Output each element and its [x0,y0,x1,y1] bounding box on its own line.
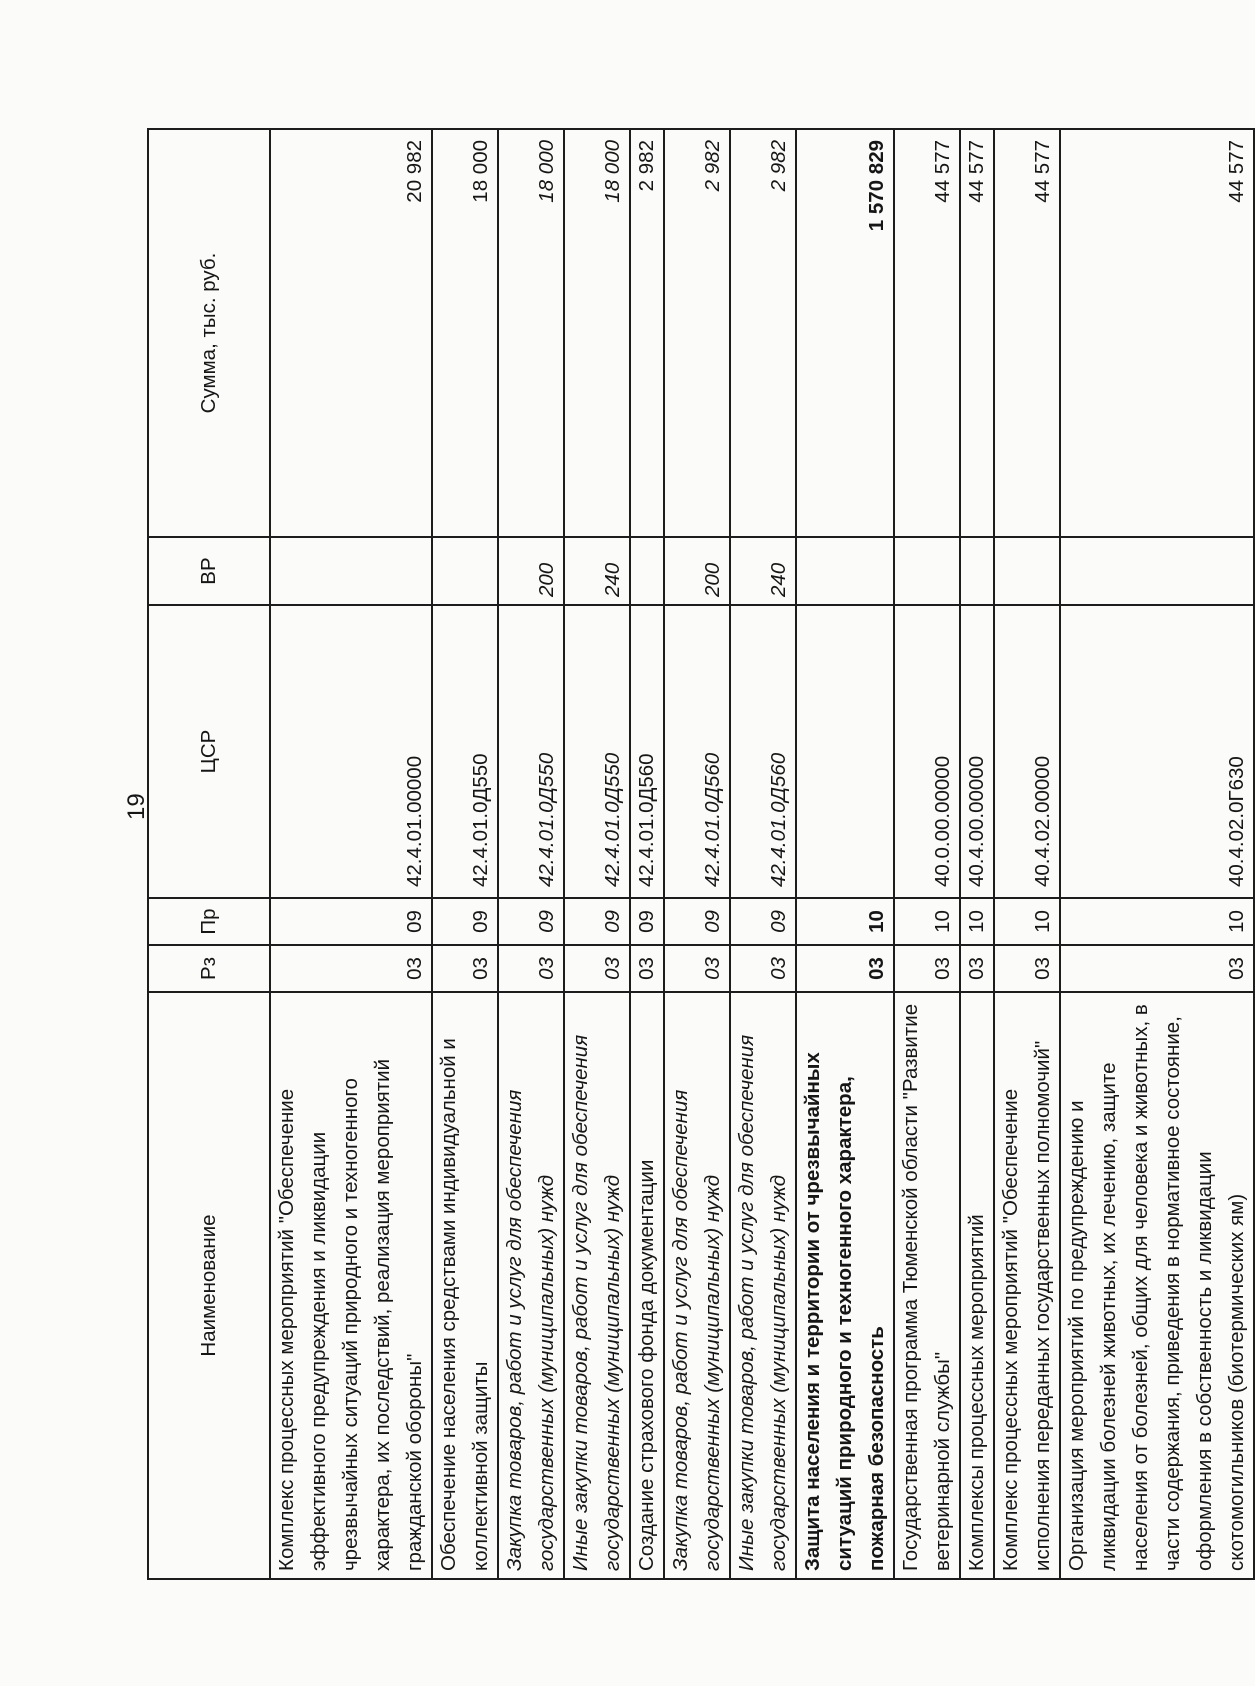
cell-name: Создание страхового фонда документации [630,992,664,1579]
cell-name: Организация мероприятий по предупреждению и ликвидации болезней животных, их лечению, защите населения от болезней, общих для человека и животных, в части содержания, приведения в нормативное состояние, оформления в собственность и ликвидации скотомогильников (биотермических ям) [1060,992,1254,1579]
table-row [270,129,432,1579]
cell-csr: 40.4.02.0Г630 [1060,605,1254,898]
cell-csr: 40.0.00.00000 [894,605,960,898]
cell-pr: 09 [498,898,564,945]
header-name: Наименование [148,992,270,1579]
cell-csr: 42.4.01.0Д560 [730,605,796,898]
cell-pr: 09 [730,898,796,945]
cell-vr [630,537,664,605]
cell-csr: 42.4.01.00000 [270,605,432,898]
cell-csr: 42.4.01.0Д550 [498,605,564,898]
cell-vr [894,537,960,605]
header-vr: ВР [148,537,270,605]
cell-vr: 200 [498,537,564,605]
cell-vr [270,537,432,605]
cell-amount: 18 000 [498,129,564,537]
cell-vr: 200 [664,537,730,605]
table-row [564,129,630,1579]
cell-csr: 42.4.01.0Д550 [432,605,498,898]
cell-csr: 42.4.01.0Д550 [564,605,630,898]
cell-rz: 03 [664,945,730,992]
cell-pr: 10 [1060,898,1254,945]
cell-rz: 03 [730,945,796,992]
cell-rz: 03 [432,945,498,992]
cell-vr [994,537,1060,605]
cell-csr: 42.4.01.0Д560 [664,605,730,898]
cell-name: Комплекс процессных мероприятий "Обеспечение эффективного предупреждения и ликвидации чрезвычайных ситуаций природного и техногенного характера, их последствий, реализация мероприятий гражданской обороны" [270,992,432,1579]
cell-vr [1060,537,1254,605]
cell-csr [796,605,894,898]
table-row [1060,129,1254,1579]
cell-name: Закупка товаров, работ и услуг для обеспечения государственных (муниципальных) нужд [664,992,730,1579]
cell-amount: 1 570 829 [796,129,894,537]
cell-pr: 09 [564,898,630,945]
cell-rz: 03 [270,945,432,992]
cell-name: Иные закупки товаров, работ и услуг для обеспечения государственных (муниципальных) нужд [730,992,796,1579]
cell-amount: 44 577 [1060,129,1254,537]
table-row [630,129,664,1579]
cell-name: Закупка товаров, работ и услуг для обеспечения государственных (муниципальных) нужд [498,992,564,1579]
cell-csr: 40.4.00.00000 [960,605,994,898]
page-number: 19 [123,793,150,820]
cell-amount: 44 577 [894,129,960,537]
cell-amount: 20 982 [270,129,432,537]
cell-pr: 10 [960,898,994,945]
rotated-page-content [147,130,1248,1580]
table-row [664,129,730,1579]
cell-name: Комплексы процессных мероприятий [960,992,994,1579]
cell-name: Государственная программа Тюменской области "Развитие ветеринарной службы" [894,992,960,1579]
cell-csr: 40.4.02.00000 [994,605,1060,898]
cell-amount: 18 000 [432,129,498,537]
cell-rz: 03 [796,945,894,992]
cell-rz: 03 [894,945,960,992]
cell-pr: 09 [432,898,498,945]
cell-pr: 09 [664,898,730,945]
cell-rz: 03 [564,945,630,992]
cell-vr [960,537,994,605]
table-row [432,129,498,1579]
cell-vr: 240 [730,537,796,605]
cell-pr: 10 [994,898,1060,945]
cell-pr: 09 [630,898,664,945]
cell-pr: 10 [894,898,960,945]
header-amount: Сумма, тыс. руб. [148,129,270,537]
table-row [498,129,564,1579]
cell-amount: 2 982 [730,129,796,537]
cell-rz: 03 [498,945,564,992]
table-row [960,129,994,1579]
table-body [270,129,1254,1579]
cell-vr [796,537,894,605]
table-row [796,129,894,1579]
cell-csr: 42.4.01.0Д560 [630,605,664,898]
cell-name: Защита населения и территории от чрезвычайных ситуаций природного и техногенного характера, пожарная безопасность [796,992,894,1579]
table-header-row [148,129,270,1579]
cell-name: Иные закупки товаров, работ и услуг для обеспечения государственных (муниципальных) нужд [564,992,630,1579]
cell-amount: 44 577 [960,129,994,537]
table-row [894,129,960,1579]
cell-rz: 03 [960,945,994,992]
header-rz: Рз [148,945,270,992]
cell-pr: 10 [796,898,894,945]
cell-vr: 240 [564,537,630,605]
cell-amount: 44 577 [994,129,1060,537]
cell-amount: 18 000 [564,129,630,537]
cell-pr: 09 [270,898,432,945]
cell-name: Комплекс процессных мероприятий "Обеспечение исполнения переданных государственных полномочий" [994,992,1060,1579]
cell-name: Обеспечение населения средствами индивидуальной и коллективной защиты [432,992,498,1579]
table-row [730,129,796,1579]
cell-amount: 2 982 [630,129,664,537]
table-row [994,129,1060,1579]
header-pr: Пр [148,898,270,945]
cell-vr [432,537,498,605]
header-csr: ЦСР [148,605,270,898]
cell-rz: 03 [630,945,664,992]
budget-table [147,128,1255,1580]
cell-rz: 03 [994,945,1060,992]
cell-amount: 2 982 [664,129,730,537]
cell-rz: 03 [1060,945,1254,992]
